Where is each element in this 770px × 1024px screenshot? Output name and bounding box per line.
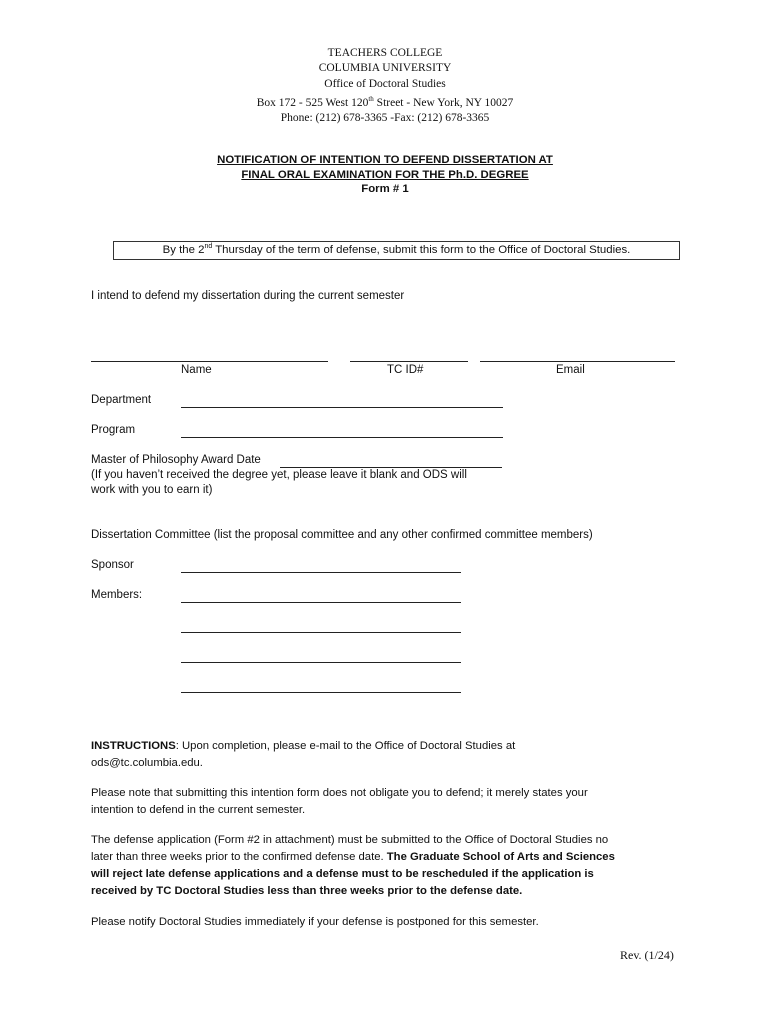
phone-fax: Phone: (212) 678-3365 -Fax: (212) 678-3365 xyxy=(280,112,490,125)
name-field[interactable] xyxy=(91,361,328,362)
revision-label: Rev. (1/24) xyxy=(620,948,674,962)
members-label: Members: xyxy=(91,589,143,601)
university-name: COLUMBIA UNIVERSITY xyxy=(318,62,452,75)
mphil-note-line-1: (If you haven’t received the degree yet, please leave it blank and ODS will xyxy=(91,469,467,481)
deadline-notice: By the 2nd Thursday of the term of defense, submit this form to the Office of Doctoral Studies. xyxy=(113,241,680,260)
instructions-label: INSTRUCTIONS xyxy=(91,740,176,752)
name-label: Name xyxy=(181,364,212,376)
mphil-date-field[interactable] xyxy=(280,467,502,468)
committee-heading: Dissertation Committee (list the proposal committee and any other confirmed committee members) xyxy=(91,529,593,541)
tcid-label: TC ID# xyxy=(387,364,424,376)
email-field[interactable] xyxy=(480,361,675,362)
institution-name: TEACHERS COLLEGE xyxy=(327,47,443,59)
postpone-note: Please notify Doctoral Studies immediately if your defense is postponed for this semester. xyxy=(91,916,539,928)
sponsor-field[interactable] xyxy=(181,572,461,573)
form-title xyxy=(0,153,770,197)
email-label: Email xyxy=(556,364,585,376)
program-label: Program xyxy=(91,424,136,436)
program-field[interactable] xyxy=(181,437,503,438)
tcid-field[interactable] xyxy=(350,361,468,362)
instructions-paragraph: INSTRUCTIONS: Upon completion, please e-mail to the Office of Doctoral Studies at ods@tc.columbia.edu. xyxy=(91,738,691,772)
title-line-1: NOTIFICATION OF INTENTION TO DEFEND DISSERTATION AT xyxy=(217,154,553,166)
obligation-note: Please note that submitting this intention form does not obligate you to defend; it merely states your intention to defend in the current semester. xyxy=(91,787,588,816)
title-line-2: FINAL ORAL EXAMINATION FOR THE Ph.D. DEGREE xyxy=(241,168,529,181)
member-field-2[interactable] xyxy=(181,632,461,633)
member-field-4[interactable] xyxy=(181,692,461,693)
office-name: Office of Doctoral Studies xyxy=(324,77,446,90)
contact-email: ods@tc.columbia.edu. xyxy=(91,757,203,769)
defense-application-note: The defense application (Form #2 in attachment) must be submitted to the Office of Doctoral Studies no later than three weeks prior to the confirmed defense date. The Graduate School of Arts and Sciences will reject late defense applications and a defense must to be rescheduled if the application is received by TC Doctoral Studies less than three weeks prior to the defense date. xyxy=(91,834,615,897)
department-field[interactable] xyxy=(181,407,503,408)
mphil-label: Master of Philosophy Award Date xyxy=(91,454,261,466)
address: Box 172 - 525 West 120th Street - New York, NY 10027 xyxy=(256,94,514,109)
mphil-note-line-2: work with you to earn it) xyxy=(91,484,213,496)
department-label: Department xyxy=(91,394,152,406)
member-field-1[interactable] xyxy=(181,602,461,603)
letterhead xyxy=(0,46,770,126)
form-number: Form # 1 xyxy=(361,183,409,195)
sponsor-label: Sponsor xyxy=(91,559,134,571)
member-field-3[interactable] xyxy=(181,662,461,663)
intent-statement: I intend to defend my dissertation during the current semester xyxy=(91,290,405,302)
